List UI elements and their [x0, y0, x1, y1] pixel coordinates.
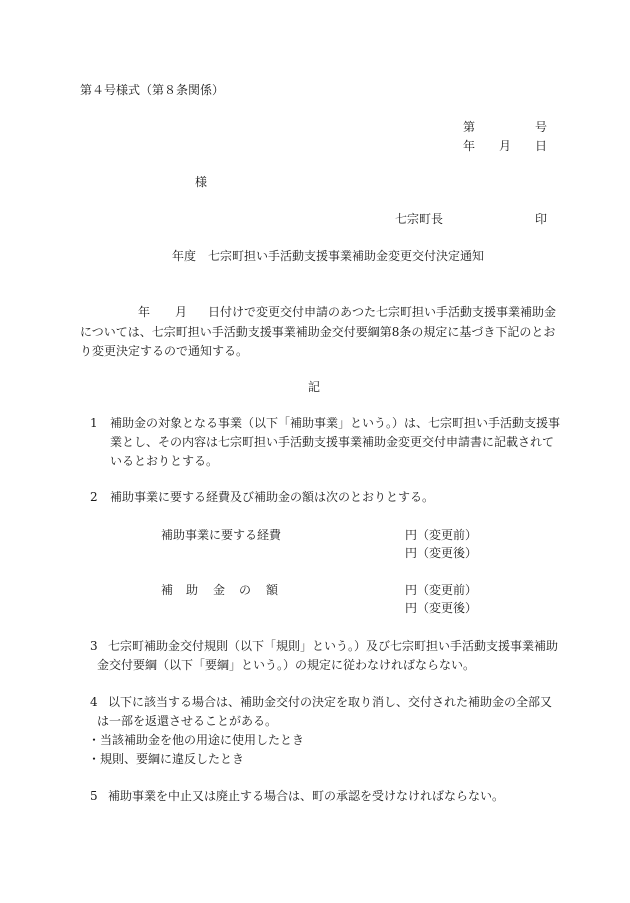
number-prefix: 第 — [463, 120, 476, 134]
form-label: 第４号様式（第８条関係） — [80, 83, 225, 97]
body-line-2: については、七宗町担い手活動支援事業補助金交付要綱第8条の規定に基づき下記のとお — [80, 325, 556, 339]
item-5-number: 5 — [90, 789, 98, 803]
body-year: 年 — [138, 305, 151, 319]
body-line-3: り変更決定するので通知する。 — [80, 344, 249, 358]
item-2-line: 補助事業に要する経費及び補助金の額は次のとおりとする。 — [110, 490, 435, 504]
subsidy-label-char: 金 — [213, 583, 226, 597]
subsidy-label-char: 補 — [161, 583, 174, 597]
subsidy-label-char: 助 — [186, 583, 199, 597]
subsidy-after: 円（変更後） — [405, 601, 478, 615]
item-4-line: は一部を返還させることがある。 — [97, 714, 278, 728]
subsidy-before: 円（変更前） — [405, 583, 478, 597]
item-1-number: 1 — [90, 416, 98, 430]
costs-after: 円（変更後） — [405, 546, 478, 560]
costs-before: 円（変更前） — [405, 528, 478, 542]
item-5-line: 補助事業を中止又は廃止する場合は、町の承認を受けなければならない。 — [108, 789, 505, 803]
item-3-line: 七宗町補助金交付規則（以下「規則」という。）及び七宗町担い手活動支援事業補助 — [108, 639, 559, 653]
subsidy-label-char: 額 — [266, 583, 279, 597]
subsidy-label-char: の — [239, 583, 252, 597]
body-month: 月 — [175, 305, 188, 319]
item-1-line: 業とし、その内容は七宗町担い手活動支援事業補助金変更交付申請書に記載されて — [110, 435, 555, 449]
item-1-line: いるとおりとする。 — [110, 454, 219, 468]
doc-title: 七宗町担い手活動支援事業補助金変更交付決定通知 — [208, 249, 485, 263]
item-4-line: 以下に該当する場合は、補助金交付の決定を取り消し、交付された補助金の全部又 — [108, 695, 553, 709]
body-line-1: 日付けで変更交付申請のあつた七宗町担い手活動支援事業補助金 — [208, 305, 557, 319]
item-3-line: 金交付要綱（以下「要綱」という。）の規定に従わなければならない。 — [97, 658, 476, 672]
seal-mark: 印 — [535, 212, 548, 226]
item-4-number: 4 — [90, 695, 98, 709]
bullet-item: ・規則、要綱に違反したとき — [88, 752, 245, 766]
item-1-line: 補助金の対象となる事業（以下「補助事業」という。）は、七宗町担い手活動支援事 — [110, 416, 561, 430]
issuer-title: 七宗町長 — [395, 212, 444, 226]
date-year: 年 — [463, 139, 476, 153]
costs-label: 補助事業に要する経費 — [161, 528, 282, 542]
addressee-honorific: 様 — [195, 175, 208, 189]
item-3-number: 3 — [90, 639, 98, 653]
date-month: 月 — [499, 139, 512, 153]
ki-heading: 記 — [308, 380, 321, 394]
item-2-number: 2 — [90, 490, 98, 504]
number-suffix: 号 — [535, 120, 548, 134]
doc-title-prefix: 年度 — [172, 249, 197, 263]
bullet-item: ・当該補助金を他の用途に使用したとき — [88, 733, 305, 747]
date-day: 日 — [535, 139, 548, 153]
